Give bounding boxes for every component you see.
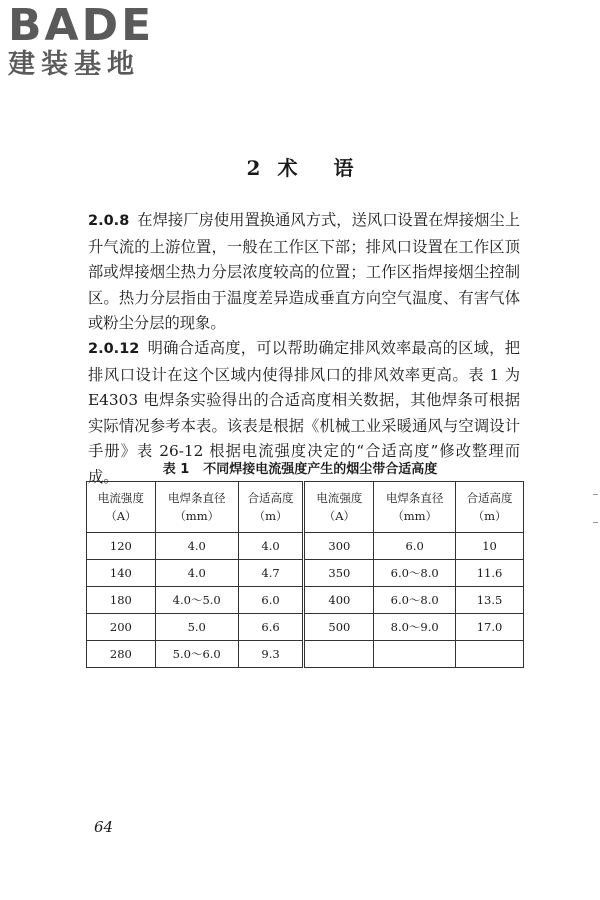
header-cell: 合适高度 （m） — [456, 482, 524, 533]
table-cell: 8.0～9.0 — [374, 614, 456, 641]
table-cell: 6.0～8.0 — [374, 560, 456, 587]
logo — [8, 0, 155, 80]
margin-mark — [593, 522, 598, 523]
table-cell: 4.0 — [155, 560, 238, 587]
table-cell: 120 — [87, 533, 156, 560]
logo-chinese-text: 建装基地 — [8, 49, 140, 80]
table-row — [87, 641, 524, 668]
table-cell: 300 — [304, 533, 374, 560]
table-cell — [304, 641, 374, 668]
page-number: 64 — [94, 818, 114, 836]
clause-text: 明确合适高度，可以帮助确定排风效率最高的区域，把排风口设计在这个区域内使得排风口的排风效率更高。表 1 为 E4303 电焊条实验得出的合适高度相关数据，其他焊条可根据实际情况参考本表。该表是根据《机械工业采暖通风与空调设计手册》表 26-12 根据电流强度决定的“合适高度”修改整理而成。 — [88, 339, 520, 486]
table-row — [87, 614, 524, 641]
table-cell: 350 — [304, 560, 374, 587]
margin-mark — [593, 494, 598, 495]
header-cell: 电焊条直径 （mm） — [374, 482, 456, 533]
table-cell — [456, 641, 524, 668]
table-caption — [0, 458, 600, 477]
table-caption-text: 不同焊接电流强度产生的烟尘带合适高度 — [203, 462, 438, 477]
chapter-title-part1: 术 — [277, 156, 298, 180]
chapter-title-part2: 语 — [333, 156, 354, 180]
table-cell: 6.0 — [238, 587, 304, 614]
table-cell: 4.0 — [155, 533, 238, 560]
table-cell: 17.0 — [456, 614, 524, 641]
clause-text: 在焊接厂房使用置换通风方式，送风口设置在焊接烟尘上升气流的上游位置，一般在工作区下部；排风口设置在工作区顶部或焊接烟尘热力分层浓度较高的位置；工作区指焊接烟尘控制区。热力分层指由于温度差异造成垂直方向空气温度、有害气体或粉尘分层的现象。 — [88, 211, 520, 332]
table-cell: 400 — [304, 587, 374, 614]
table-cell: 500 — [304, 614, 374, 641]
clause-number: 2.0.8 — [88, 213, 130, 229]
table-caption-number: 表 1 — [162, 462, 190, 477]
header-cell: 电流强度 （A） — [87, 482, 156, 533]
table-cell: 140 — [87, 560, 156, 587]
clause-number: 2.0.12 — [88, 341, 140, 357]
table-cell: 10 — [456, 533, 524, 560]
table-cell: 5.0 — [155, 614, 238, 641]
header-cell: 电焊条直径 （mm） — [155, 482, 238, 533]
table-cell: 9.3 — [238, 641, 304, 668]
table-row — [87, 533, 524, 560]
table-row — [87, 560, 524, 587]
table-cell: 11.6 — [456, 560, 524, 587]
header-cell: 电流强度 （A） — [304, 482, 374, 533]
data-table — [86, 481, 524, 668]
table-cell: 6.6 — [238, 614, 304, 641]
table-header-row — [87, 482, 524, 533]
table-cell: 180 — [87, 587, 156, 614]
clause-2-0-8 — [88, 208, 520, 337]
table-row — [87, 587, 524, 614]
header-cell: 合适高度 （m） — [238, 482, 304, 533]
table-cell: 6.0～8.0 — [374, 587, 456, 614]
table-cell: 5.0～6.0 — [155, 641, 238, 668]
table-cell: 4.7 — [238, 560, 304, 587]
logo-latin-text: BADE — [8, 0, 155, 51]
table-cell: 4.0 — [238, 533, 304, 560]
table-cell: 4.0～5.0 — [155, 587, 238, 614]
table-cell: 280 — [87, 641, 156, 668]
chapter-title — [0, 152, 600, 181]
table-cell: 6.0 — [374, 533, 456, 560]
chapter-number: 2 — [246, 156, 261, 180]
table-cell: 13.5 — [456, 587, 524, 614]
table-cell — [374, 641, 456, 668]
table-cell: 200 — [87, 614, 156, 641]
